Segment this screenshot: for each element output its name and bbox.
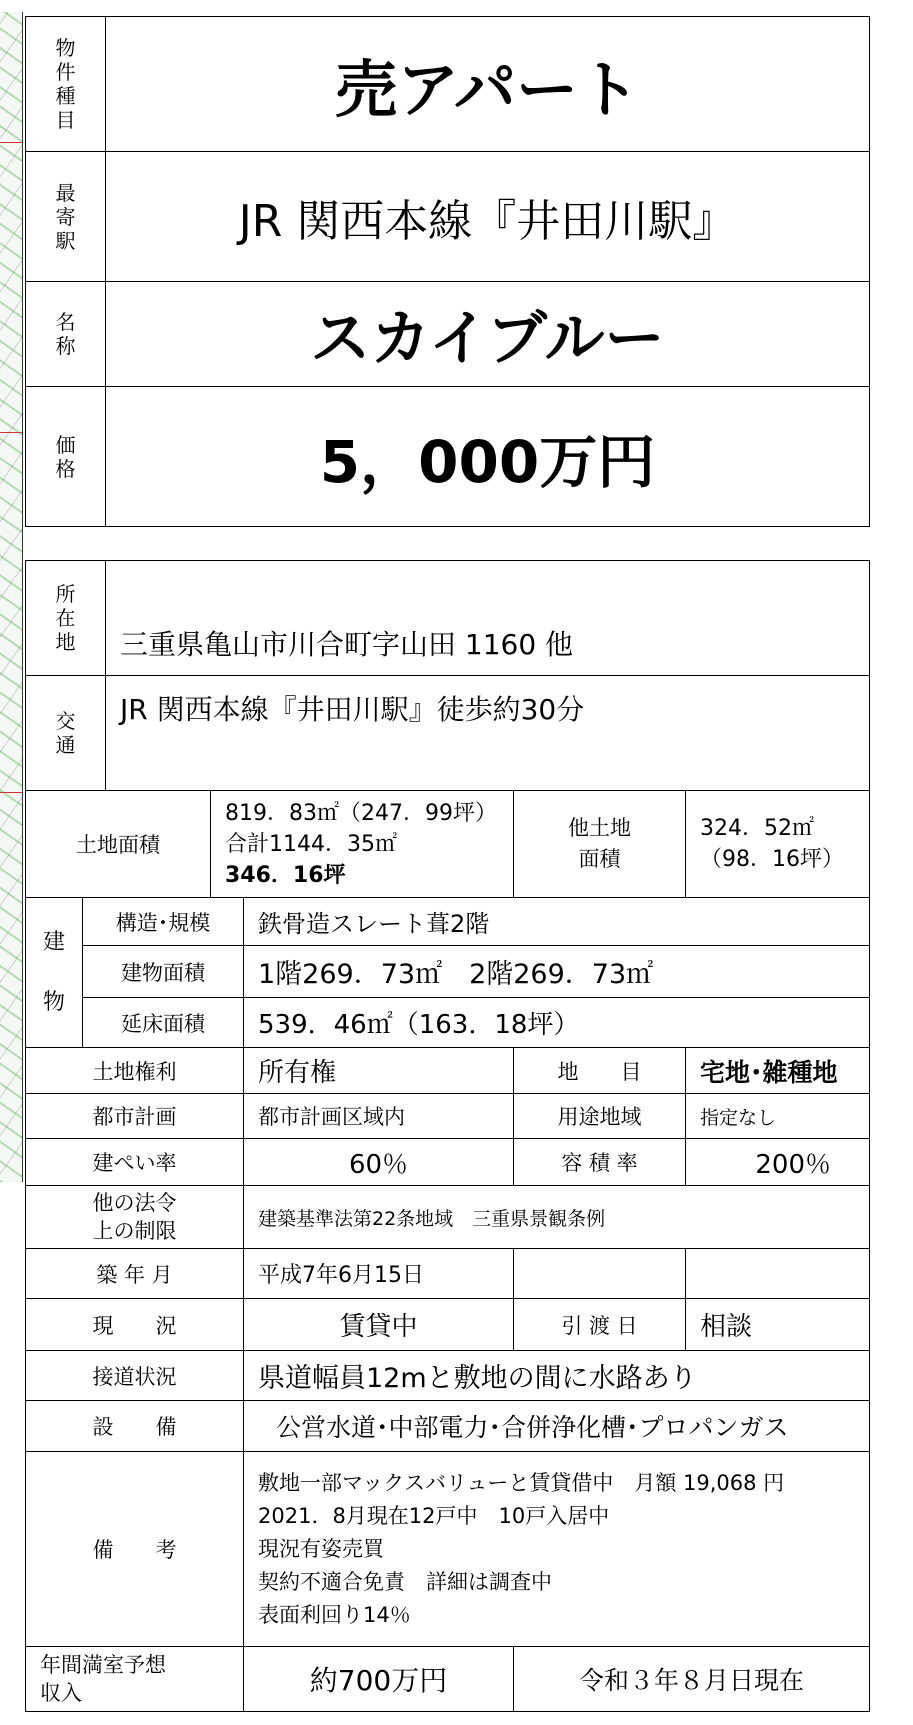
zoning-value: 指定なし — [686, 1094, 870, 1139]
structure-value: 鉄骨造スレート葺2階 — [244, 898, 870, 946]
building-label: 建 物 — [26, 898, 83, 1048]
bcr-label: 建ぺい率 — [26, 1139, 244, 1186]
station-label: 最 寄 駅 — [26, 152, 106, 282]
current-status-value: 賃貸中 — [244, 1299, 514, 1351]
road-label: 接道状況 — [26, 1351, 244, 1401]
access-value: JR 関西本線『井田川駅』徒歩約30分 — [106, 676, 870, 791]
road-value: 県道幅員12mと敷地の間に水路あり — [244, 1351, 870, 1401]
total-floor-label: 延床面積 — [83, 998, 244, 1048]
other-law-label: 他の法令 上の制限 — [26, 1186, 244, 1249]
equipment-label: 設 備 — [26, 1401, 244, 1452]
land-area-line-3: 346．16坪 — [225, 862, 346, 888]
annual-income-value: 約700万円 — [244, 1647, 514, 1712]
other-land-value: 324．52㎡ （98．16坪） — [686, 791, 870, 898]
location-table — [25, 560, 870, 791]
other-law-value: 建築基準法第22条地域 三重県景観条例 — [244, 1186, 870, 1249]
land-area-line-2: 合計1144．35㎡ — [225, 831, 397, 857]
as-of-date: 令和３年８月日現在 — [514, 1647, 870, 1712]
total-floor-value: 539．46㎡（163．18坪） — [244, 998, 870, 1048]
equipment-value: 公営水道･中部電力･合併浄化槽･プロパンガス — [244, 1401, 870, 1452]
property-type-label: 物 件 種 目 — [26, 17, 106, 152]
address-label: 所 在 地 — [26, 561, 106, 676]
remarks-line: 2021．8月現在12戸中 10戸入居中 — [258, 1503, 610, 1528]
structure-label: 構造･規模 — [83, 898, 244, 946]
empty-cell-1 — [514, 1249, 686, 1299]
handover-value: 相談 — [686, 1299, 870, 1351]
zoning-label: 用途地域 — [514, 1094, 686, 1139]
land-right-label: 土地権利 — [26, 1048, 244, 1094]
handover-label: 引 渡 日 — [514, 1299, 686, 1351]
map-thumbnail — [0, 12, 23, 1182]
built-value: 平成7年6月15日 — [244, 1249, 514, 1299]
building-area-value: 1階269．73㎡ 2階269．73㎡ — [244, 946, 870, 998]
building-area-label: 建物面積 — [83, 946, 244, 998]
built-label: 築 年 月 — [26, 1249, 244, 1299]
chimoku-value: 宅地･雑種地 — [686, 1048, 870, 1094]
city-plan-label: 都市計画 — [26, 1094, 244, 1139]
station-value: JR 関西本線『井田川駅』 — [106, 152, 870, 282]
land-area-line-1: 819．83㎡（247．99坪） — [225, 800, 497, 826]
chimoku-label: 地 目 — [514, 1048, 686, 1094]
remarks-label: 備 考 — [26, 1452, 244, 1647]
price-label: 価 格 — [26, 387, 106, 527]
header-table — [25, 16, 870, 527]
land-area-label: 土地面積 — [26, 791, 211, 898]
price-value: 5，000万円 — [106, 387, 870, 527]
property-name-value: スカイブルー — [106, 282, 870, 387]
name-label: 名 称 — [26, 282, 106, 387]
remarks-value — [244, 1452, 870, 1647]
far-label: 容 積 率 — [514, 1139, 686, 1186]
remarks-line: 敷地一部マックスバリューと賃貸借中 月額 19,068 円 — [258, 1470, 785, 1495]
far-value: 200％ — [686, 1139, 870, 1186]
annual-income-label: 年間満室予想 収入 — [26, 1647, 244, 1712]
remarks-line: 契約不適合免責 詳細は調査中 — [258, 1569, 552, 1594]
address-value: 三重県亀山市川合町字山田 1160 他 — [106, 561, 870, 676]
remarks-line: 表面利回り14％ — [258, 1602, 411, 1627]
other-land-label: 他土地 面積 — [514, 791, 686, 898]
bcr-value: 60％ — [244, 1139, 514, 1186]
details-table — [25, 790, 870, 1712]
remarks-line: 現況有姿売買 — [258, 1536, 384, 1561]
access-label: 交 通 — [26, 676, 106, 791]
city-plan-value: 都市計画区域内 — [244, 1094, 514, 1139]
property-type-value: 売アパート — [106, 17, 870, 152]
empty-cell-2 — [686, 1249, 870, 1299]
land-right-value: 所有権 — [244, 1048, 514, 1094]
current-status-label: 現 況 — [26, 1299, 244, 1351]
land-area-value — [211, 791, 514, 898]
